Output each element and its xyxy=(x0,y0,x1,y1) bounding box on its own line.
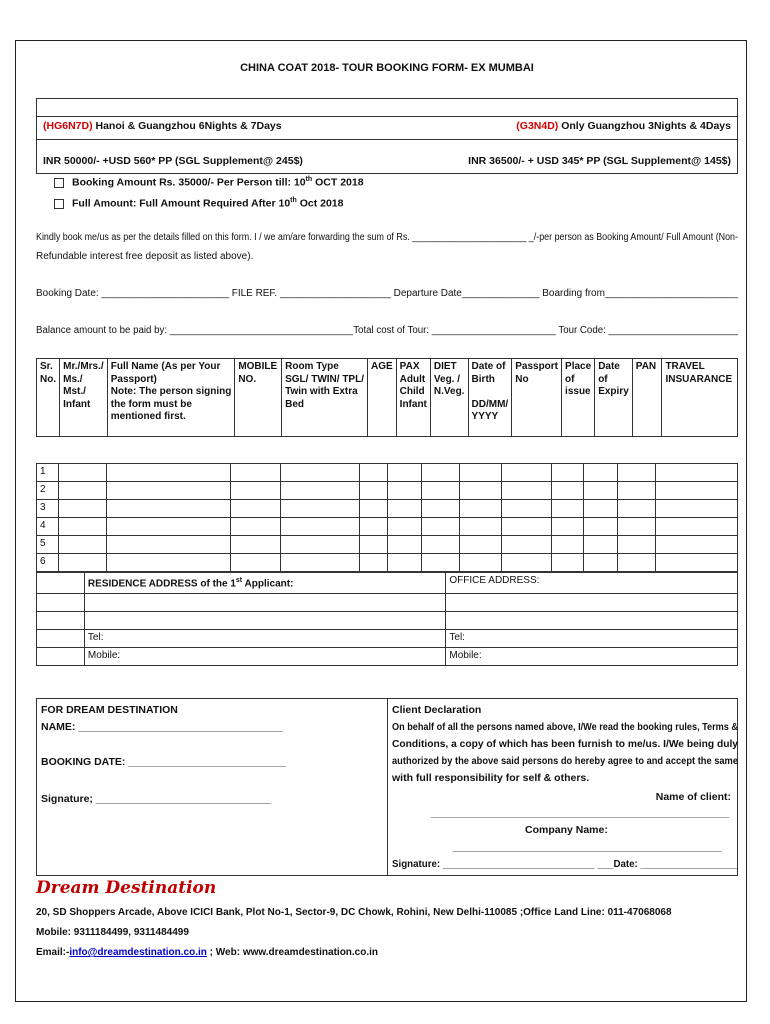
table-cell[interactable] xyxy=(460,464,502,482)
package-box xyxy=(36,98,738,174)
office-address-field[interactable] xyxy=(446,611,738,629)
payment-booking-amount: Booking Amount Rs. 35000/- Per Person till: 10th OCT 2018 xyxy=(54,173,364,190)
table-row xyxy=(37,482,738,500)
table-cell[interactable] xyxy=(388,482,422,500)
table-cell[interactable] xyxy=(502,536,552,554)
table-cell[interactable] xyxy=(106,518,230,536)
table-cell[interactable] xyxy=(552,500,584,518)
table-cell[interactable] xyxy=(656,464,738,482)
table-cell[interactable] xyxy=(584,536,618,554)
row-number: 4 xyxy=(37,518,59,536)
table-cell[interactable] xyxy=(656,482,738,500)
table-cell[interactable] xyxy=(460,482,502,500)
table-cell[interactable] xyxy=(360,482,388,500)
office-mobile[interactable]: Mobile: xyxy=(446,647,738,665)
table-cell[interactable] xyxy=(230,518,280,536)
table-cell[interactable] xyxy=(280,464,360,482)
traveller-rows xyxy=(36,463,738,572)
residence-tel[interactable]: Tel: xyxy=(84,629,445,647)
table-cell[interactable] xyxy=(280,518,360,536)
residence-address-label: RESIDENCE ADDRESS of the 1st Applicant: xyxy=(84,573,445,594)
client-text-1: On behalf of all the persons named above, I/We read the booking rules, Terms & xyxy=(392,721,738,733)
table-cell[interactable] xyxy=(618,464,656,482)
table-header-row xyxy=(37,359,738,437)
table-cell[interactable] xyxy=(388,464,422,482)
package-left-price: INR 50000/- +USD 560* PP (SGL Supplement@ 245$) xyxy=(43,155,303,167)
footer-mobile: Mobile: 9311184499, 9311484499 xyxy=(36,927,189,938)
table-row xyxy=(37,500,738,518)
package-right-title xyxy=(516,120,731,133)
table-cell[interactable] xyxy=(106,500,230,518)
table-cell[interactable] xyxy=(280,554,360,572)
col-title: Mr./Mrs./ Ms./ Mst./ Infant xyxy=(60,359,108,437)
client-declaration-heading: Client Declaration xyxy=(392,704,482,716)
dream-name-field[interactable]: NAME: ___________________________________ xyxy=(41,721,283,733)
table-cell[interactable] xyxy=(388,500,422,518)
table-cell[interactable] xyxy=(58,464,106,482)
table-cell[interactable] xyxy=(460,518,502,536)
footer-email-web: Email:-info@dreamdestination.co.in ; Web: www.dreamdestination.co.in xyxy=(36,947,379,958)
table-cell[interactable] xyxy=(58,536,106,554)
col-mobile: MOBILE NO. xyxy=(235,359,282,437)
office-address-field[interactable] xyxy=(446,593,738,611)
row-number: 1 xyxy=(37,464,59,482)
table-cell[interactable] xyxy=(106,536,230,554)
table-cell[interactable] xyxy=(388,518,422,536)
row-number: 3 xyxy=(37,500,59,518)
col-place-issue: Place of issue xyxy=(562,359,595,437)
address-table xyxy=(36,572,738,666)
company-name-field[interactable]: ______________________________________________ xyxy=(453,841,722,853)
residence-mobile[interactable]: Mobile: xyxy=(84,647,445,665)
row-number: 2 xyxy=(37,482,59,500)
col-expiry: Date of Expiry xyxy=(595,359,633,437)
client-text-3: authorized by the above said persons do hereby agree to and accept the same xyxy=(392,755,738,767)
package-right-price: INR 36500/- + USD 345* PP (SGL Supplement@ 145$) xyxy=(468,155,731,167)
page-title: CHINA COAT 2018- TOUR BOOKING FORM- EX MUMBAI xyxy=(240,62,534,74)
table-cell[interactable] xyxy=(502,464,552,482)
table-cell[interactable] xyxy=(584,500,618,518)
company-name-label: Company Name: xyxy=(525,824,608,836)
table-cell[interactable] xyxy=(230,464,280,482)
checkbox-icon[interactable] xyxy=(54,178,64,188)
table-cell[interactable] xyxy=(230,500,280,518)
table-cell[interactable] xyxy=(280,536,360,554)
table-cell[interactable] xyxy=(656,536,738,554)
table-cell[interactable] xyxy=(618,482,656,500)
table-cell[interactable] xyxy=(422,464,460,482)
table-cell[interactable] xyxy=(422,500,460,518)
table-cell[interactable] xyxy=(552,482,584,500)
table-cell[interactable] xyxy=(584,464,618,482)
col-dob: Date of Birth DD/MM/ YYYY xyxy=(468,359,512,437)
table-cell[interactable] xyxy=(360,464,388,482)
package-left-name: Hanoi & Guangzhou 6Nights & 7Days xyxy=(92,120,282,132)
table-cell[interactable] xyxy=(280,482,360,500)
residence-address-field[interactable] xyxy=(84,593,445,611)
client-text-2: Conditions, a copy of which has been furnish to me/us. I/We being duly xyxy=(392,738,738,750)
table-cell[interactable] xyxy=(584,518,618,536)
client-signature-date-field[interactable]: Signature: ____________________________ ___Date: __________________ xyxy=(392,858,738,870)
table-cell[interactable] xyxy=(230,536,280,554)
col-room-type: Room Type SGL/ TWIN/ TPL/ Twin with Extra Bed xyxy=(282,359,368,437)
table-cell[interactable] xyxy=(422,536,460,554)
client-text-4: with full responsibility for self & others. xyxy=(392,772,590,784)
col-pan: PAN xyxy=(632,359,662,437)
table-cell[interactable] xyxy=(230,554,280,572)
package-left-code: (HG6N7D) xyxy=(43,120,93,132)
office-tel[interactable]: Tel: xyxy=(446,629,738,647)
col-pax: PAX Adult Child Infant xyxy=(396,359,430,437)
footer-address: 20, SD Shoppers Arcade, Above ICICI Bank, Plot No-1, Sector-9, DC Chowk, Rohini, New Delhi-110085 ;Office Land Line: 011-47068068 xyxy=(36,907,672,918)
table-row xyxy=(37,518,738,536)
dream-booking-date-field[interactable]: BOOKING DATE: ___________________________ xyxy=(41,756,286,768)
col-passport: Passport No xyxy=(512,359,562,437)
intro-line-2: Refundable interest free deposit as listed above). xyxy=(36,251,254,262)
dream-signature-field[interactable]: Signature; ______________________________ xyxy=(41,793,272,805)
payment-full-amount: Full Amount: Full Amount Required After 10th Oct 2018 xyxy=(54,194,343,211)
table-cell[interactable] xyxy=(502,482,552,500)
table-cell[interactable] xyxy=(502,500,552,518)
table-cell[interactable] xyxy=(584,554,618,572)
table-cell[interactable] xyxy=(230,482,280,500)
checkbox-icon[interactable] xyxy=(54,199,64,209)
row-number: 6 xyxy=(37,554,59,572)
table-cell[interactable] xyxy=(552,464,584,482)
table-cell[interactable] xyxy=(584,482,618,500)
table-cell[interactable] xyxy=(388,554,422,572)
table-cell[interactable] xyxy=(502,518,552,536)
table-cell[interactable] xyxy=(106,554,230,572)
residence-address-field[interactable] xyxy=(84,611,445,629)
package-right-code: (G3N4D) xyxy=(516,120,559,132)
table-cell[interactable] xyxy=(422,518,460,536)
table-cell[interactable] xyxy=(422,482,460,500)
table-cell[interactable] xyxy=(656,500,738,518)
table-cell[interactable] xyxy=(656,518,738,536)
table-cell[interactable] xyxy=(656,554,738,572)
table-cell[interactable] xyxy=(58,518,106,536)
table-cell[interactable] xyxy=(460,554,502,572)
package-right-name: Only Guangzhou 3Nights & 4Days xyxy=(558,120,731,132)
email-link[interactable]: info@dreamdestination.co.in xyxy=(69,947,207,958)
table-row xyxy=(37,554,738,572)
table-cell[interactable] xyxy=(106,464,230,482)
col-insurance: TRAVEL INSUARANCE xyxy=(662,359,738,437)
intro-line-1: Kindly book me/us as per the details filled on this form. I / we am/are forwarding the sum of Rs. _______________________ _/-per person as Booking Amount/ Full Amount (Non- xyxy=(36,232,738,243)
table-cell[interactable] xyxy=(360,500,388,518)
table-cell[interactable] xyxy=(502,554,552,572)
table-cell[interactable] xyxy=(552,518,584,536)
table-cell[interactable] xyxy=(618,500,656,518)
table-cell[interactable] xyxy=(360,518,388,536)
table-cell[interactable] xyxy=(388,536,422,554)
table-cell[interactable] xyxy=(552,554,584,572)
table-cell[interactable] xyxy=(460,500,502,518)
table-cell[interactable] xyxy=(106,482,230,500)
table-cell[interactable] xyxy=(58,554,106,572)
dream-heading: FOR DREAM DESTINATION xyxy=(41,704,178,716)
balance-line[interactable]: Balance amount to be paid by: __________________________________Total cost of Tour: _______________________ Tour Code: ________________________ xyxy=(36,325,738,336)
table-row xyxy=(37,536,738,554)
table-cell[interactable] xyxy=(280,500,360,518)
table-cell[interactable] xyxy=(58,482,106,500)
table-cell[interactable] xyxy=(58,500,106,518)
name-of-client-field[interactable]: ___________________________________________________ xyxy=(431,807,729,819)
col-sr: Sr. No. xyxy=(37,359,60,437)
col-diet: DIET Veg. / N.Veg. xyxy=(430,359,468,437)
row-number: 5 xyxy=(37,536,59,554)
table-cell[interactable] xyxy=(552,536,584,554)
table-cell[interactable] xyxy=(422,554,460,572)
package-left-title xyxy=(43,120,282,133)
table-cell[interactable] xyxy=(360,554,388,572)
dream-destination-logo: Dream Destination xyxy=(36,878,217,898)
declaration-box xyxy=(36,698,738,876)
table-row xyxy=(37,464,738,482)
office-address-label: OFFICE ADDRESS: xyxy=(446,573,738,594)
table-cell[interactable] xyxy=(460,536,502,554)
table-cell[interactable] xyxy=(618,536,656,554)
table-cell[interactable] xyxy=(360,536,388,554)
col-age: AGE xyxy=(368,359,397,437)
name-of-client-label: Name of client: xyxy=(655,791,731,803)
col-full-name: Full Name (As per Your Passport) Note: The person signing the form must be mentioned first. xyxy=(107,359,235,437)
table-cell[interactable] xyxy=(618,518,656,536)
table-cell[interactable] xyxy=(618,554,656,572)
booking-date-line[interactable]: Booking Date: _______________________ FILE REF. ____________________ Departure Date______________ Boarding from________________________ xyxy=(36,288,738,299)
traveller-table xyxy=(36,358,738,437)
